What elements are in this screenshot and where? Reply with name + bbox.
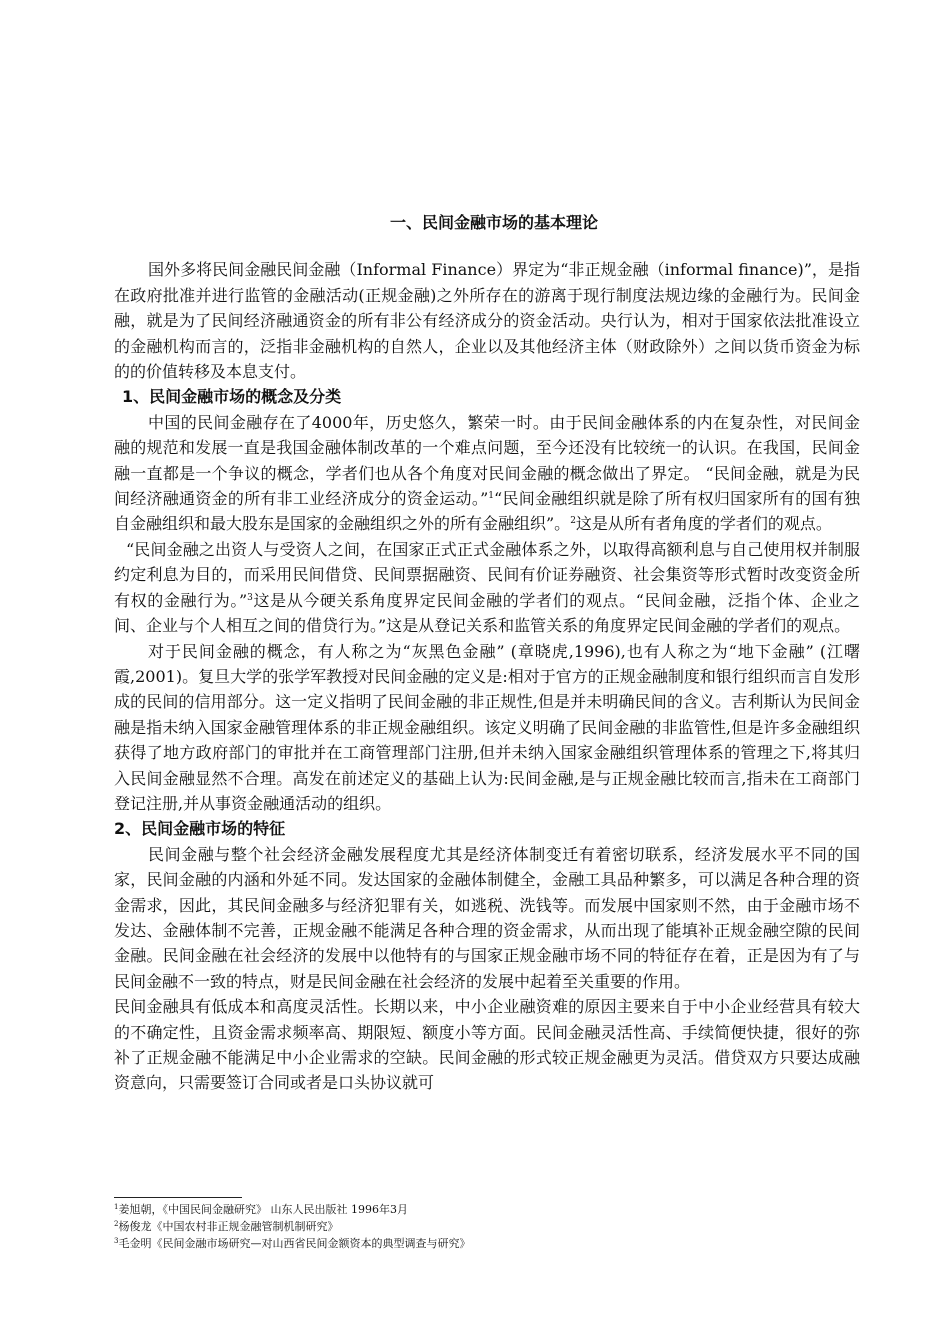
paragraph-concept-3: 对于民间金融的概念，有人称之为“灰黑色金融” (章晓虎,1996),也有人称之为“地下金融” (江曙霞,2001)。复旦大学的张学军教授对民间金融的定义是:相对于官方的正规金融制度和银行组织而言自发形成的民间的信用部分。这一定义指明了民间金融的非正规性,但是并未明确民间的含义。吉利斯认为民间金融是指未纳入国家金融管理体系的非正规金融组织。该定义明确了民间金融的非监管性,但是许多金融组织获得了地方政府部门的审批并在工商管理部门注册,但并未纳入国家金融组织管理体系的管理之下,将其归入民间金融显然不合理。高发在前述定义的基础上认为:民间金融,是与正规金融比较而言,指未在工商部门登记注册,并从事资金融通活动的组织。 bbox=[114, 641, 860, 813]
footnote-divider bbox=[114, 1197, 242, 1198]
footnote-3 bbox=[114, 1235, 860, 1252]
footnote-1 bbox=[114, 1201, 860, 1218]
paragraph-text: 这是从今硬关系角度界定民间金融的学者们的观点。“民间金融，泛指个体、企业之间、企业与个人相互之间的借贷行为。”这是从登记关系和监管关系的角度界定民间金融的学者们的观点。 bbox=[114, 590, 860, 636]
paragraph-text: 这是从所有者角度的学者们的观点。 bbox=[575, 514, 832, 534]
paragraph-text: “民间金融组织就是除了所有权归国家所有的国有独自金融组织和最大股东是国家的金融组织之外的所有金融组织”。 bbox=[114, 489, 860, 534]
paragraph-concept-1 bbox=[114, 410, 860, 537]
subheading-concept: 1、民间金融市场的概念及分类 bbox=[122, 387, 342, 407]
paragraph-text: 中国的民间金融存在了4000年，历史悠久，繁荣一时。由于民间金融体系的内在复杂性，对民间金融的规范和发展一直是我国金融体制改革的一个难点问题，至今还没有比较统一的认识。在我国，民间金融一直都是一个争议的概念，学者们也从各个角度对民间金融的概念做出了界定。 “民间金融，就是为民间经济融通资金的所有非工业经济成分的资金运动。” bbox=[114, 412, 860, 509]
footnote-text: 毛金明《民间金融市场研究—对山西省民间金额资本的典型调查与研究》 bbox=[118, 1237, 471, 1250]
footnote-text: 杨俊龙《中国农村非正规金融管制机制研究》 bbox=[118, 1220, 339, 1233]
subheading-features: 2、民间金融市场的特征 bbox=[114, 819, 286, 839]
paragraph-features-1: 民间金融与整个社会经济金融发展程度尤其是经济体制变迁有着密切联系，经济发展水平不同的国家，民间金融的内涵和外延不同。发达国家的金融体制健全，金融工具品种繁多，可以满足各种合理的资金需求，因此，其民间金融多与经济犯罪有关，如逃税、洗钱等。而发展中国家则不然，由于金融市场不发达、金融体制不完善，正规金融不能满足各种合理的资金需求，从而出现了能填补正规金融空隙的民间金融。民间金融在社会经济的发展中以他特有的与国家正规金融市场不同的特征存在着，正是因为有了与民间金融不一致的特点，财是民间金融在社会经济的发展中起着至关重要的作用。 bbox=[114, 844, 860, 991]
footnote-2 bbox=[114, 1218, 860, 1235]
paragraph-text: “民间金融之出资人与受资人之间，在国家正式正式金融体系之外，以取得高额利息与自己使用权并制服约定利息为目的，而采用民间借贷、民间票据融资、民间有价证券融资、社会集资等形式暂时改变资金所有权的金融行为。” bbox=[114, 539, 860, 610]
document-body bbox=[114, 210, 860, 1096]
footnote-text: 姜旭朝，《中国民间金融研究》 山东人民出版社 1996年3月 bbox=[118, 1203, 408, 1216]
footnote-ref-3[interactable]: 3 bbox=[247, 592, 253, 603]
footnote-ref-1[interactable]: 1 bbox=[488, 491, 494, 502]
section-title: 一、民间金融市场的基本理论 bbox=[390, 213, 599, 232]
paragraph-features-2: 民间金融具有低成本和高度灵活性。长期以来，中小企业融资难的原因主要来自于中小企业经营具有较大的不确定性，且资金需求频率高、期限短、额度小等方面。民间金融灵活性高、手续简便快捷，很好的弥补了正规金融不能满足中小企业需求的空缺。民间金融的形式较正规金融更为灵活。借贷双方只要达成融资意向，只需要签订合同或者是口头协议就可 bbox=[114, 997, 860, 1093]
footnote-number: 2 bbox=[114, 1220, 119, 1228]
footnotes bbox=[114, 1201, 860, 1252]
paragraph-concept-2 bbox=[114, 537, 860, 639]
footnote-number: 1 bbox=[114, 1203, 119, 1211]
footnote-number: 3 bbox=[114, 1237, 119, 1245]
footnote-ref-2[interactable]: 2 bbox=[570, 516, 576, 527]
paragraph-intro: 国外多将民间金融民间金融（Informal Finance）界定为“非正规金融（informal finance)”，是指在政府批准并进行监管的金融活动(正规金融)之外所存在的游离于现行制度法规边缘的金融行为。民间金融，就是为了民间经济融通资金的所有非公有经济成分的资金活动。央行认为，相对于国家依法批准设立的金融机构而言的，泛指非金融机构的自然人，企业以及其他经济主体（财政除外）之间以货币资金为标的的价值转移及本息支付。 bbox=[114, 260, 860, 382]
